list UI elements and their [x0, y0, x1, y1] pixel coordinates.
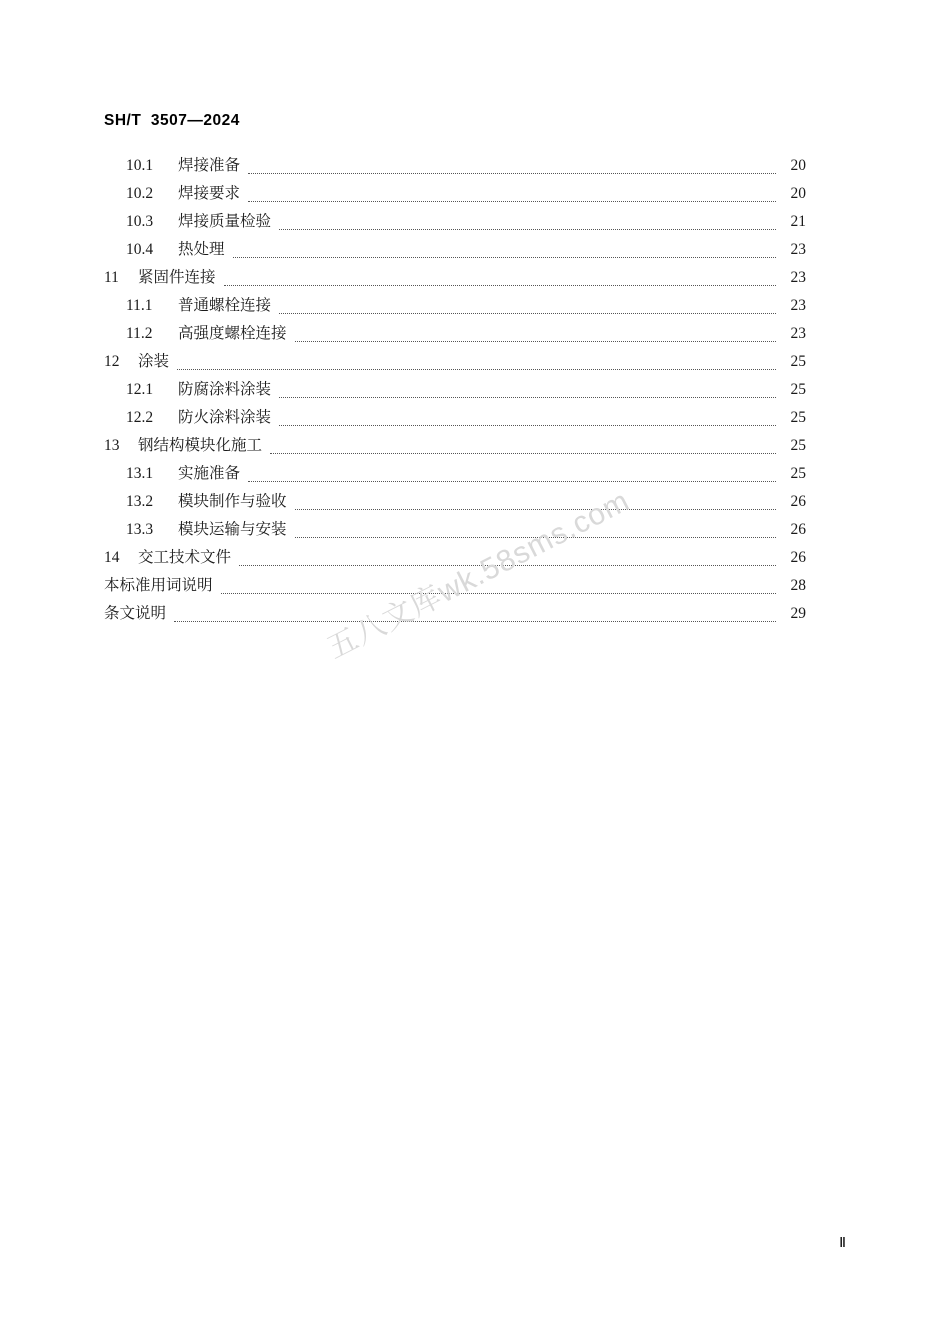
toc-leader-dots [295, 509, 776, 510]
toc-entry-title: 焊接质量检验 [178, 213, 272, 230]
toc-entry-page: 25 [790, 437, 806, 454]
toc-leader-dots [279, 313, 776, 314]
toc-entry-number: 12.1 [126, 381, 154, 398]
toc-entry-title: 钢结构模块化施工 [138, 437, 263, 454]
toc-entry[interactable] [104, 264, 806, 292]
toc-entry[interactable] [104, 404, 806, 432]
toc-entry-title: 交工技术文件 [138, 549, 232, 566]
toc-leader-dots [295, 341, 776, 342]
toc-entry-number: 13.2 [126, 493, 154, 510]
toc-entry-page: 25 [790, 353, 806, 370]
toc-entry-number: 12 [104, 353, 120, 370]
toc-entry-page: 26 [790, 493, 806, 510]
toc-leader-dots [279, 397, 776, 398]
toc-entry-page: 23 [790, 325, 806, 342]
toc-entry-number: 12.2 [126, 409, 154, 426]
toc-entry-number: 13.3 [126, 521, 154, 538]
toc-entry-title: 防火涂料涂装 [178, 409, 272, 426]
toc-entry-page: 23 [790, 269, 806, 286]
toc-leader-dots [177, 369, 776, 370]
toc-entry-page: 25 [790, 465, 806, 482]
toc-entry-page: 23 [790, 241, 806, 258]
toc-entry-number: 13 [104, 437, 120, 454]
toc-entry-title: 条文说明 [104, 605, 167, 622]
toc-entry-title: 紧固件连接 [138, 269, 216, 286]
toc-entry[interactable] [104, 180, 806, 208]
toc-entry-page: 20 [790, 157, 806, 174]
toc-entry-title: 焊接要求 [178, 185, 241, 202]
toc-entry[interactable] [104, 488, 806, 516]
toc-entry[interactable] [104, 516, 806, 544]
toc-entry-number: 10.3 [126, 213, 154, 230]
toc-entry[interactable] [104, 152, 806, 180]
toc-leader-dots [248, 173, 776, 174]
toc-entry-number: 11.1 [126, 297, 153, 314]
toc-leader-dots [224, 285, 776, 286]
toc-entry-page: 23 [790, 297, 806, 314]
toc-entry-number: 10.4 [126, 241, 154, 258]
toc-entry[interactable] [104, 348, 806, 376]
toc-entry-title: 高强度螺栓连接 [178, 325, 287, 342]
toc-entry-page: 25 [790, 381, 806, 398]
toc-entry-page: 25 [790, 409, 806, 426]
toc-entry[interactable] [104, 432, 806, 460]
watermark-text: 五八文库wk.58sms.com [322, 484, 635, 666]
toc-entry[interactable] [104, 236, 806, 264]
toc-leader-dots [248, 201, 776, 202]
toc-leader-dots [279, 425, 776, 426]
toc-entry-page: 21 [790, 213, 806, 230]
toc-entry[interactable] [104, 208, 806, 236]
toc-entry-title: 实施准备 [178, 465, 241, 482]
toc-entry-number: 13.1 [126, 465, 154, 482]
toc-entry[interactable] [104, 460, 806, 488]
toc-entry-page: 26 [790, 521, 806, 538]
toc-entry[interactable] [104, 292, 806, 320]
toc-leader-dots [270, 453, 776, 454]
toc-leader-dots [248, 481, 776, 482]
toc-entry-page: 26 [790, 549, 806, 566]
toc-entry-number: 10.2 [126, 185, 154, 202]
toc-entry-number: 14 [104, 549, 120, 566]
toc-leader-dots [233, 257, 776, 258]
toc-entry-title: 防腐涂料涂装 [178, 381, 272, 398]
toc-leader-dots [174, 621, 776, 622]
toc-entry-title: 模块运输与安装 [178, 521, 287, 538]
toc-entry[interactable] [104, 376, 806, 404]
toc-entry-title: 热处理 [178, 241, 225, 258]
standard-code-header: SH/T 3507—2024 [104, 112, 240, 129]
toc-entry-page: 20 [790, 185, 806, 202]
toc-entry-title: 模块制作与验收 [178, 493, 287, 510]
toc-entry-title: 本标准用词说明 [104, 577, 213, 594]
toc-entry-title: 焊接准备 [178, 157, 241, 174]
page-number: Ⅱ [839, 1236, 846, 1251]
toc-entry-title: 普通螺栓连接 [178, 297, 272, 314]
toc-entry[interactable] [104, 320, 806, 348]
toc-leader-dots [279, 229, 776, 230]
toc-leader-dots [221, 593, 776, 594]
toc-entry-page: 28 [790, 577, 806, 594]
toc-entry-page: 29 [790, 605, 806, 622]
toc-entry-number: 11.2 [126, 325, 153, 342]
toc-entry-number: 11 [104, 269, 119, 286]
table-of-contents [104, 152, 806, 628]
toc-entry-number: 10.1 [126, 157, 154, 174]
toc-entry-title: 涂装 [138, 353, 170, 370]
